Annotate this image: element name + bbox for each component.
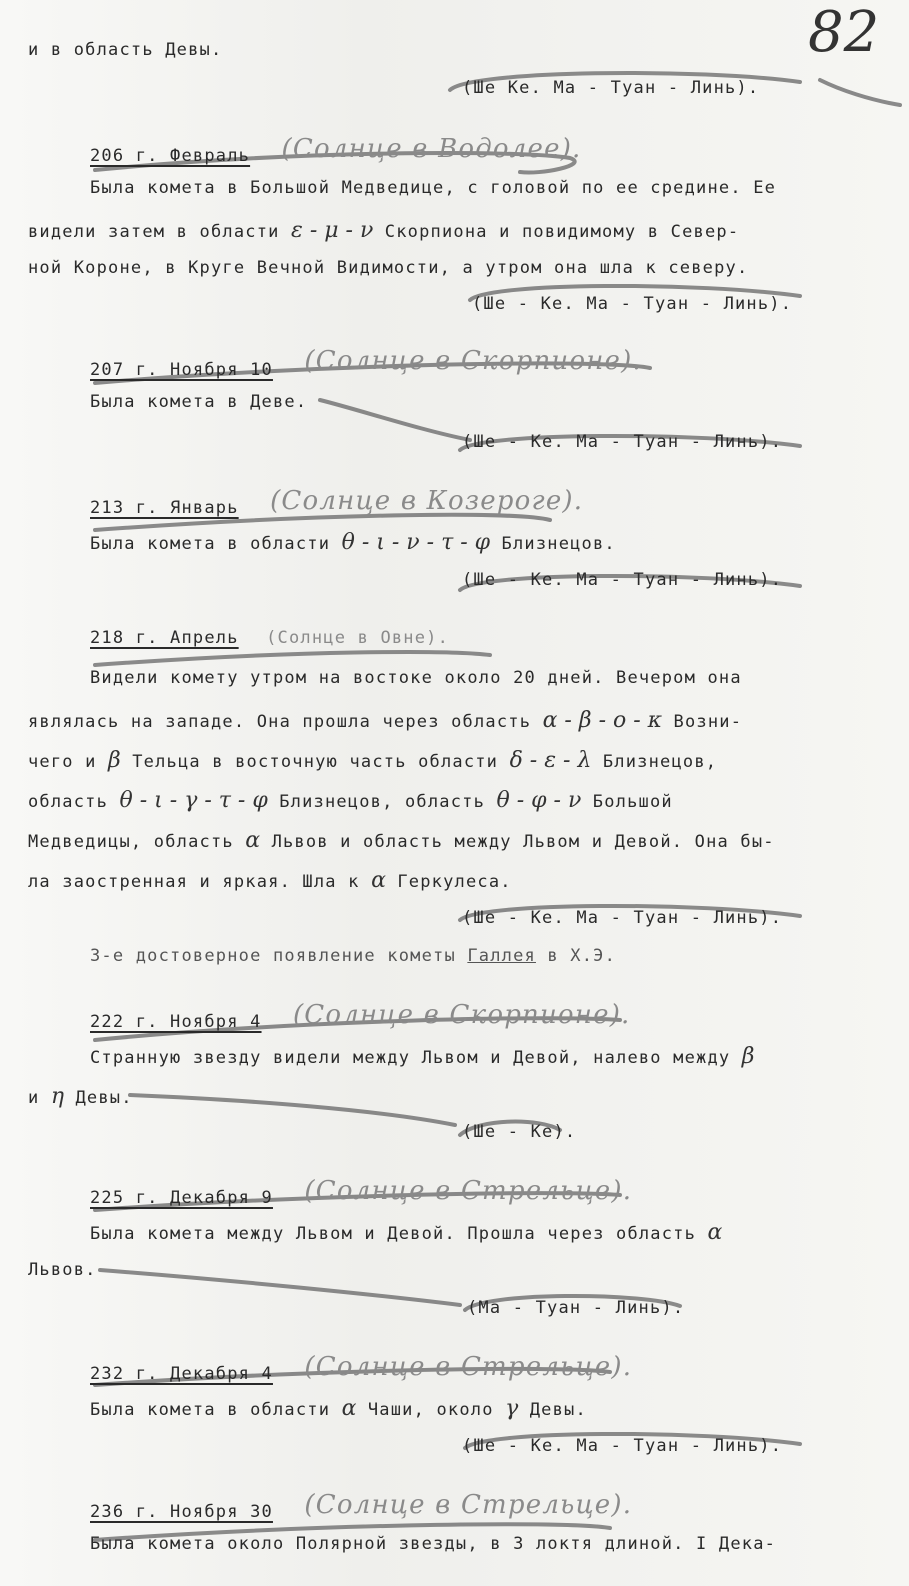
handwritten-note: (Солнце в Скорпионе). <box>292 1000 631 1030</box>
text-line: Была комета около Полярной звезды, в 3 локтя длиной. I Дека- <box>90 1534 777 1554</box>
text-span: Близнецов. <box>501 534 616 554</box>
text-span: Девы. <box>75 1088 133 1108</box>
text-span: Девы. <box>529 1400 587 1420</box>
text-span: Тельца в восточную часть области <box>132 752 499 772</box>
handwritten-note: (Солнце в Овне). <box>266 628 450 648</box>
greek-letters: θ - φ - ν <box>496 788 582 813</box>
text-line <box>28 788 673 813</box>
text-span: Львов и область между Львом и Девой. Она бы- <box>271 832 775 852</box>
greek-letters: ε - μ - ν <box>291 218 374 243</box>
source-citation: (Ше Ке. Ма - Туан - Линь). <box>462 78 760 98</box>
greek-letters: η <box>50 1084 65 1109</box>
source-citation: (Ше - Ке. Ма - Туан - Линь). <box>462 570 783 590</box>
text-span: Была комета в области <box>90 1400 331 1420</box>
text-line <box>28 708 742 733</box>
entry-date: 222 г. Ноября 4 <box>90 1012 262 1032</box>
entry-date: 206 г. Февраль <box>90 146 251 166</box>
text-span: видели затем в области <box>28 222 280 242</box>
text-line: Видели комету утром на востоке около 20 дней. Вечером она <box>90 668 742 688</box>
greek-letters: β <box>741 1044 755 1069</box>
text-line <box>90 1044 755 1069</box>
entry-date: 207 г. Ноября 10 <box>90 360 273 380</box>
source-citation: (Ше - Ке. Ма - Туан - Линь). <box>472 294 793 314</box>
entry-date: 218 г. Апрель <box>90 628 239 648</box>
greek-letters: θ - ι - ν - τ - φ <box>341 530 491 555</box>
entry-heading <box>90 1352 633 1386</box>
entry-heading <box>90 1490 633 1524</box>
entry-heading <box>90 134 582 168</box>
page-number: 82 <box>808 0 880 65</box>
text-span: Была комета в области <box>90 534 331 554</box>
greek-letters: α <box>371 868 386 893</box>
text-span: Большой <box>592 792 673 812</box>
text-span: в Х.Э. <box>547 946 617 966</box>
entry-heading <box>90 1000 631 1034</box>
text-line: Была комета в Большой Медведице, с головой по ее средине. Ее <box>90 178 777 198</box>
text-span: Была комета между Львом и Девой. Прошла через область <box>90 1224 697 1244</box>
entry-heading <box>90 1176 633 1210</box>
text-span: чего и <box>28 752 97 772</box>
text-line <box>28 748 717 773</box>
handwritten-note: (Солнце в Стрельце). <box>304 1490 633 1520</box>
text-line <box>90 946 616 966</box>
text-span: Медведицы, область <box>28 832 234 852</box>
handwritten-note: (Солнце в Водолее). <box>281 134 582 164</box>
source-citation: (Ше - Ке. Ма - Туан - Линь). <box>462 432 783 452</box>
source-citation: (Ше - Ке. Ма - Туан - Линь). <box>462 908 783 928</box>
greek-letters: δ - ε - λ <box>509 748 592 773</box>
greek-letters: α <box>707 1220 723 1245</box>
text-span: и <box>28 1088 40 1108</box>
source-citation: (Ма - Туан - Линь). <box>467 1298 685 1318</box>
text-line: и в область Девы. <box>28 40 223 60</box>
entry-date: 213 г. Январь <box>90 498 239 518</box>
text-span: Близнецов, область <box>279 792 486 812</box>
greek-letters: θ - ι - γ - τ - φ <box>119 788 268 813</box>
entry-heading <box>90 628 450 648</box>
greek-letters: α <box>245 828 261 853</box>
text-line <box>90 530 616 555</box>
entry-heading <box>90 346 642 382</box>
text-span: Скорпиона и повидимому в Север- <box>384 222 740 242</box>
text-line <box>28 218 739 243</box>
handwritten-note: (Солнце в Стрельце). <box>304 1352 633 1382</box>
text-line <box>90 1396 587 1421</box>
greek-letters: α <box>341 1396 357 1421</box>
text-span: ла заостренная и яркая. Шла к <box>28 872 360 892</box>
entry-date: 232 г. Декабря 4 <box>90 1364 273 1384</box>
text-line <box>28 828 775 853</box>
greek-letters: γ <box>505 1396 519 1421</box>
text-span: Близнецов, <box>602 752 718 772</box>
text-line <box>28 868 512 893</box>
text-span: область <box>28 792 109 812</box>
handwritten-note: (Солнце в Стрельце). <box>304 1176 633 1206</box>
text-line <box>90 1220 722 1245</box>
text-span: Чаши, около <box>367 1400 494 1420</box>
text-line: Львов. <box>28 1260 97 1280</box>
entry-heading <box>90 486 584 520</box>
text-line: ной Короне, в Круге Вечной Видимости, а утром она шла к северу. <box>28 258 749 278</box>
source-citation: (Ше - Ке). <box>462 1122 577 1142</box>
source-citation: (Ше - Ке. Ма - Туан - Линь). <box>462 1436 783 1456</box>
entry-date: 225 г. Декабря 9 <box>90 1188 273 1208</box>
entry-date: 236 г. Ноября 30 <box>90 1502 273 1522</box>
handwritten-note: (Солнце в Козероге). <box>270 486 584 516</box>
text-span: Геркулеса. <box>397 872 512 892</box>
text-span: Странную звезду видели между Львом и Девой, налево между <box>90 1048 731 1068</box>
greek-letters: α - β - ο - κ <box>542 708 663 733</box>
text-line: Была комета в Деве. <box>90 392 308 412</box>
text-span: Галлея <box>467 946 536 966</box>
text-span: 3-е достоверное появление кометы <box>90 946 456 966</box>
text-span: являлась на западе. Она прошла через область <box>28 712 532 732</box>
handwritten-note: (Солнце в Скорпионе). <box>304 346 642 376</box>
text-line <box>28 1084 133 1109</box>
text-span: Возни- <box>673 712 743 732</box>
greek-letters: β <box>108 748 121 773</box>
